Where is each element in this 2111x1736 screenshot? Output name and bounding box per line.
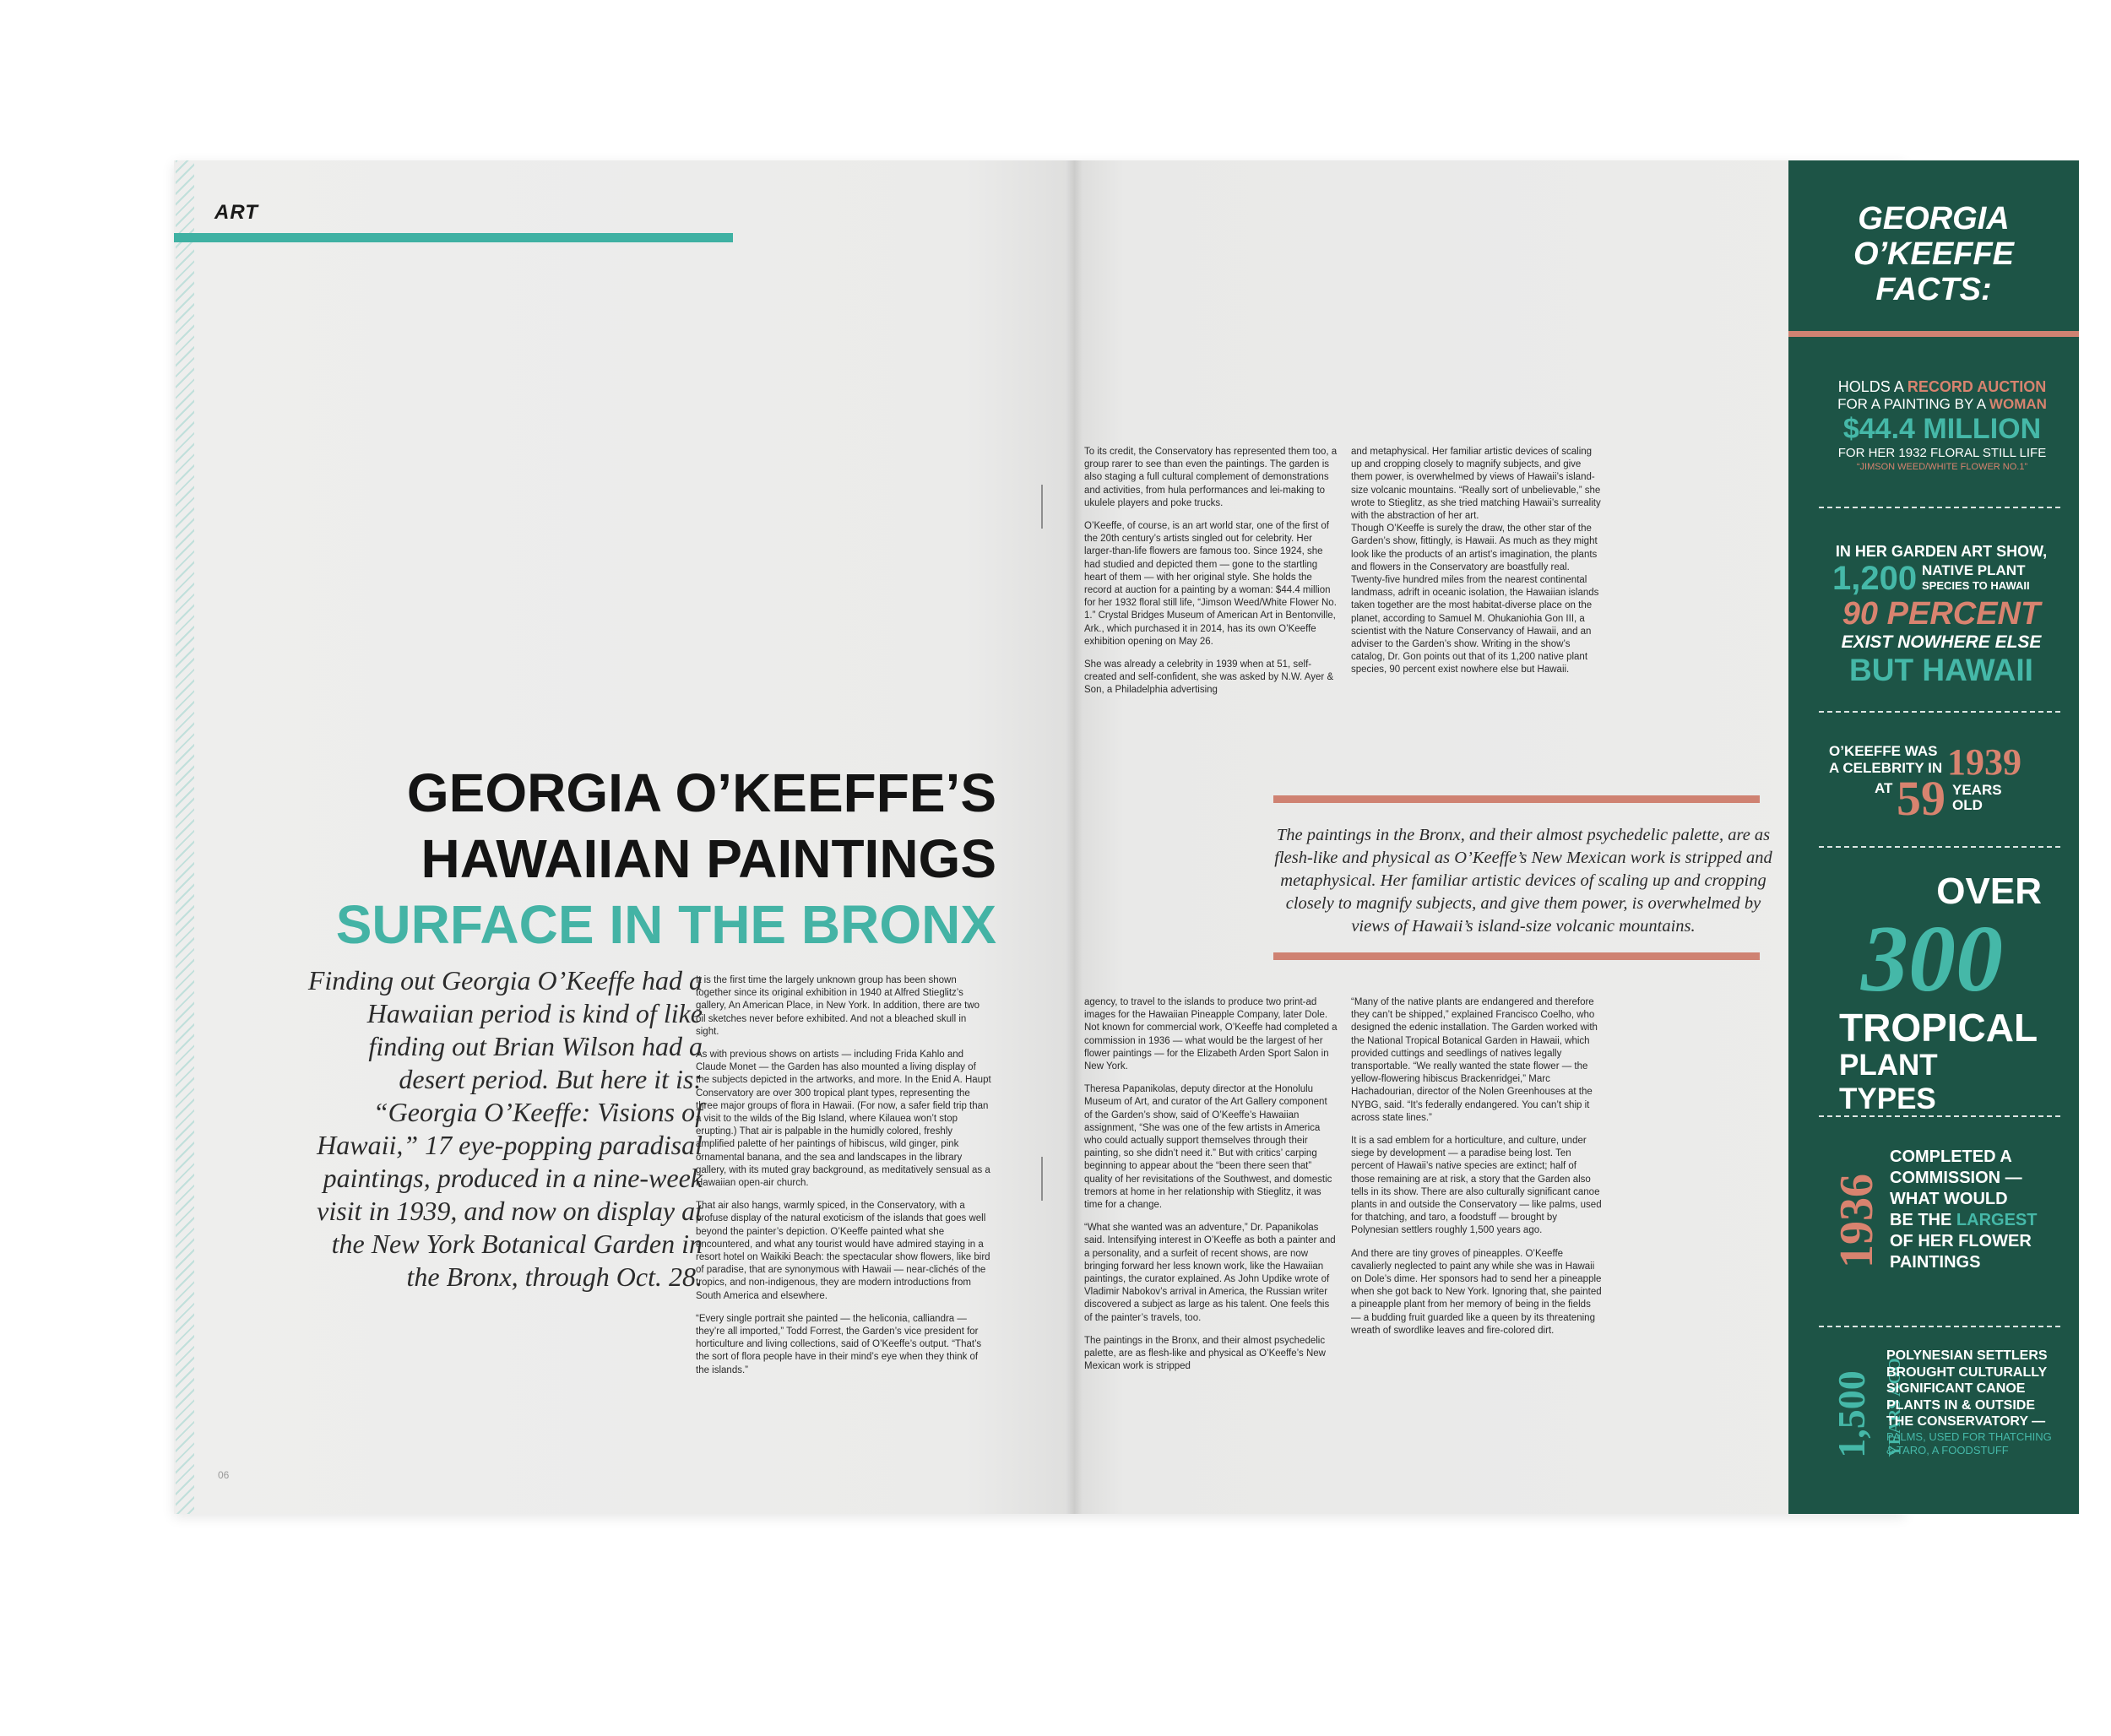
fact-native-plants [1827,542,2055,687]
paragraph: To its credit, the Conservatory has represented them too, a group rarer to see than even the paintings. The garden is also staging a full cultural complement of demonstrations and activities, from hula performances and lei-making to ukulele players and poke trucks. [1084,447,1338,508]
fact-text: OF HER FLOWER [1890,1232,2032,1250]
paragraph: Though O’Keeffe is surely the draw, the other star of the Garden’s show, fittingly, is Hawaii. As much as they might look like the products of an artist’s imagination, the plants and flowers in the Conservatory are boastfully real. Twenty-five hundred miles from the nearest continental landmass, adrift in oceanic isolation, the Hawaiian islands taken together are the most habitat-diverse place on the planet, according to Samuel M. Ohukaniohia Gon III, a scientist with the Nature Conservancy of Hawaii, and an adviser to the Garden’s show. Writing in the show’s catalog, Dr. Gon points out that of its 1,200 native plant species, 90 percent exist nowhere else but Hawaii. [1351,524,1599,675]
fact-text: SIGNIFICANT CANOE [1886,1381,2026,1396]
page-number: 06 [218,1469,230,1481]
paragraph: It is the first time the largely unknown group has been shown together since its original exhibition in 1940 at Alfred Stieglitz’s gallery, An American Place, in New York. In addition, there are two oil sketches never before exhibited. And not a bleached skull in sight. [696,975,980,1037]
fact-text: AT [1875,780,1893,796]
fact-text: FOR HER 1932 FLORAL STILL LIFE [1837,446,2047,460]
pull-quote-rule-bottom [1273,952,1760,960]
fact-text: HOLDS A [1837,378,1903,395]
fact-highlight: LARGEST [1956,1211,2038,1229]
body-column-3 [1351,446,1603,687]
paragraph: As with previous shows on artists — including Frida Kahlo and Claude Monet — the Garden has also mounted a living display of the subjects depicted in the artworks, and more. In the Enid A. Haupt Conservatory are over 300 tropical plant types, representing the three major groups of flora in Hawaii. (For now, a safer field trip than a visit to the wilds of the Big Island, where Kilauea won’t stop erupting.) That air is palpable in the humidly colored, freshly amplified palette of her paintings of hibiscus, wild ginger, pink ornamental banana, and the sea and landscapes in the library gallery, with its muted gray background, as meditatively sensual as a Hawaiian open-air church. [696,1050,991,1189]
sidebar-divider [1819,846,2060,848]
fact-polynesian-settlers [1817,1348,2070,1508]
fact-text: POLYNESIAN SETTLERS [1886,1348,2048,1363]
paragraph: That air also hangs, warmly spiced, in the Conservatory, with a profuse display of the natural exoticism of the islands that goes well beyond the painter’s depiction. O’Keeffe painted what she encountered, and what any tourist would have admired staying in a resort hotel on Waikiki Beach: the spectacular show flowers, like bird of paradise, that are synonymous with Hawaii — near-clichés of the tropics, and non-indigenous, they are modern introductions from South America and elsewhere. [696,1201,990,1301]
paragraph: And there are tiny groves of pineapples. O’Keeffe cavalierly neglected to paint any while she was in Hawaii on Dole’s dime. Her sponsors had to send her a pineapple when she got back to New York. Ignoring that, she painted a pineapple plant from her memory of being in the fields — a budding fruit guarded like a queen by its threatening wreath of swordlike leaves and fire-colored dirt. [1351,1248,1602,1336]
body-column-1 [696,974,991,1387]
paragraph: “What she wanted was an adventure,” Dr. Papanikolas said. Intensifying interest in O’Keeffe as both a painter and a personality, and a surfeit of recent shows, are now bringing forward her less known work, like the Hawaiian paintings, the curator explained. As John Updike wrote of Vladimir Nabokov’s arrival in America, the Russian writer discovered a subject as large as his talent. One feels this of the painter’s travels, too. [1084,1223,1336,1323]
fact-text: OVER [1936,871,2042,912]
fact-text: NATIVE PLANT [1922,562,2026,578]
sidebar-divider [1819,507,2060,508]
edge-hatch-pattern [176,160,194,1514]
fact-lines [1886,1348,2052,1457]
paragraph: “Many of the native plants are endangered and therefore they can’t be shipped,” explained Francisco Coelho, who designed the edenic installation. The Garden worked with the National Tropical Botanical Garden in Hawaii, which provided cuttings and seedlings of natives legally transportable. “We really wanted the state flower — the yellow-flowering hibiscus Brackenridgei,” Marc Hachadourian, director of the Nolen Greenhouses at the NYBG, said. “It’s federally endangered. You can’t ship it across state lines.” [1351,997,1598,1123]
sidebar-divider [1819,1115,2060,1117]
section-rule [174,233,733,242]
fact-text: YEARS [1952,782,2002,798]
sidebar-divider [1819,711,2060,713]
fact-celebrity [1829,743,2057,833]
magazine-spread [174,160,2052,1514]
headline-line-2: HAWAIIAN PAINTINGS [421,828,996,889]
sidebar-title-line: GEORGIA [1858,201,2010,236]
fact-text: & TARO, A FOODSTUFF [1886,1443,2009,1457]
fact-text: COMPLETED A [1890,1147,2012,1166]
paragraph: “Every single portrait she painted — the heliconia, calliandra — they’re all imported,” Todd Forrest, the Garden’s vice president for horticulture and living collections, said of O’Keeffe’s output. “That’s the sort of flora people have in their mind’s eye when they think of the islands.” [696,1313,982,1375]
fact-text: A CELEBRITY IN [1829,760,1943,776]
fact-text: EXIST NOWHERE ELSE [1841,632,2042,652]
fact-text: BE THE [1890,1211,1952,1229]
section-label: ART [214,201,258,224]
paragraph: It is a sad emblem for a horticulture, and culture, under siege by development — a paradise being lost. Ten percent of Hawaii’s native species are extinct; half of those remaining are at risk, a story that the Garden also tells in its show. There are also culturally significant canoe plants in and outside the Conservatory — like palms, used for thatching, and taro, a foodstuff — brought by Polynesian settlers roughly 1,500 years ago. [1351,1136,1602,1236]
fact-percent: 90 PERCENT [1842,596,2041,632]
fact-text: PLANT TYPES [1839,1049,1938,1115]
sidebar-title-line: FACTS: [1875,272,1992,307]
fact-number: 300 [1861,907,2003,1012]
fact-amount: $44.4 MILLION [1842,413,2042,445]
fact-line [1890,1210,2037,1231]
body-column-2 [1084,446,1338,708]
sidebar-title-line: O’KEEFFE [1853,236,2015,272]
fact-text: IN HER GARDEN ART SHOW, [1835,543,2048,560]
fact-text: BUT HAWAII [1849,653,2033,687]
fact-text: COMMISSION — [1890,1169,2022,1187]
pull-quote-rule-top [1273,795,1760,803]
fact-line [1832,396,2052,413]
headline-line-1: GEORGIA O’KEEFFE’S [406,762,996,823]
fact-text: SPECIES TO HAWAII [1922,579,2030,592]
fact-line [1827,561,2055,596]
dek: Finding out Georgia O’Keeffe had a Hawaiian period is kind of like finding out Brian Wilson had a desert period. But here it is: “Georgia O’Keeffe: Visions of Hawaii,” 17 eye-popping paradisal paintings, produced in a nine-week visit in 1939, and now on display at the New York Botanical Garden in the Bronx, through Oct. 28. [307,965,703,1292]
fact-text: BROUGHT CULTURALLY [1886,1364,2048,1380]
fact-highlight: RECORD AUCTION [1907,378,2047,395]
fact-highlight: WOMAN [1989,396,2047,412]
fact-text: “JIMSON WEED/WHITE FLOWER NO.1” [1856,462,2028,472]
fact-year-vertical: 1936 [1831,1174,1883,1268]
fact-text: PAINTINGS [1890,1253,1981,1272]
fact-number: 1,200 [1832,560,1918,597]
fact-year: 1939 [1947,741,2021,783]
fact-text: PALMS, USED FOR THATCHING [1886,1429,2052,1443]
staple-top [1041,485,1043,529]
fact-age: 59 [1897,771,1945,826]
paragraph: O’Keeffe, of course, is an art world star, one of the first of the 20th century’s artists singled out for celebrity. Her larger-than-life flowers are famous too. Since 1924, she had studied and depicted them — gone to the startling heart of them — with her original style. She holds the record at auction for a painting by a woman: $44.4 million for her 1932 floral still life, “Jimson Weed/White Flower No. 1.” Crystal Bridges Museum of American Art in Bentonville, Ark., which purchased it in 2014, has its own O’Keeffe exhibition opening on May 26. [1084,521,1337,647]
body-column-5 [1351,996,1603,1348]
fact-text: OLD [1952,797,1983,813]
paragraph: She was already a celebrity in 1939 when at 51, self-created and self-confident, she was asked by N.W. Ayer & Son, a Philadelphia advertising [1084,659,1334,696]
staple-bottom [1041,1157,1043,1201]
fact-record-auction [1832,378,2052,474]
pull-quote: The paintings in the Bronx, and their almost psychedelic palette, are as flesh-like and physical as O’Keeffe’s New Mexican work is stripped and metaphysical. Her familiar artistic devices of scaling up and cropping closely to magnify subjects, and give them power, is overwhelmed by views of Hawaii’s island-size volcanic mountains. [1274,826,1772,936]
headline [236,760,996,958]
paragraph: and metaphysical. Her familiar artistic devices of scaling up and cropping closely to magnify subjects, and give them power, is overwhelmed by views of Hawaii’s island-size volcanic mountains. “Really sort of unbelievable,” she wrote to Stieglitz, as she tried matching Hawaii’s surreality with the abstraction of her art. [1351,447,1601,522]
fact-lines [1890,1147,2037,1273]
sidebar-title [1788,201,2079,307]
fact-text: O’KEEFFE WAS [1829,743,1938,759]
gutter-fold [1066,160,1083,1514]
fact-text: PLANTS IN & OUTSIDE [1886,1397,2036,1413]
left-page [174,160,1074,1514]
paragraph: The paintings in the Bronx, and their almost psychedelic palette, are as flesh-like and physical as O’Keeffe’s New Mexican work is stripped [1084,1335,1326,1372]
fact-text: FOR A PAINTING BY A [1837,396,1986,412]
fact-text: THE CONSERVATORY — [1886,1414,2046,1429]
fact-line [1832,378,2052,396]
sidebar-title-rule [1788,331,2079,337]
facts-sidebar [1788,160,2079,1514]
paragraph: agency, to travel to the islands to produce two print-ad images for the Hawaiian Pineapple Company, later Dole. Not known for commercial work, O’Keeffe had completed a commission in 1936 — what would be the largest of her flower paintings — for the Elizabeth Arden Sport Salon in New York. [1084,997,1338,1072]
fact-number-vertical: 1,500 [1830,1370,1873,1458]
fact-tropical-plants [1822,871,2042,1116]
body-column-4 [1084,996,1338,1383]
headline-line-3: SURFACE IN THE BRONX [335,894,996,955]
fact-text-vertical: YEARS AGO [1886,1358,1904,1457]
fact-text: TROPICAL [1839,1006,2038,1050]
sidebar-divider [1819,1326,2060,1327]
paragraph: Theresa Papanikolas, deputy director at the Honolulu Museum of Art, and curator of the Art Gallery component of the Garden’s show, said of O’Keeffe’s Hawaiian assignment, “She was one of the few artists in America who could actually support themselves through their painting, so she didn’t need it.” But with critics’ carping beginning to appear about the “been there seen that” quality of her revisitations of the Southwest, and domestic tremors at home in her relationship with Stieglitz, it was time for a change. [1084,1084,1332,1211]
fact-commission [1826,1145,2070,1305]
fact-text: WHAT WOULD [1890,1190,2008,1208]
